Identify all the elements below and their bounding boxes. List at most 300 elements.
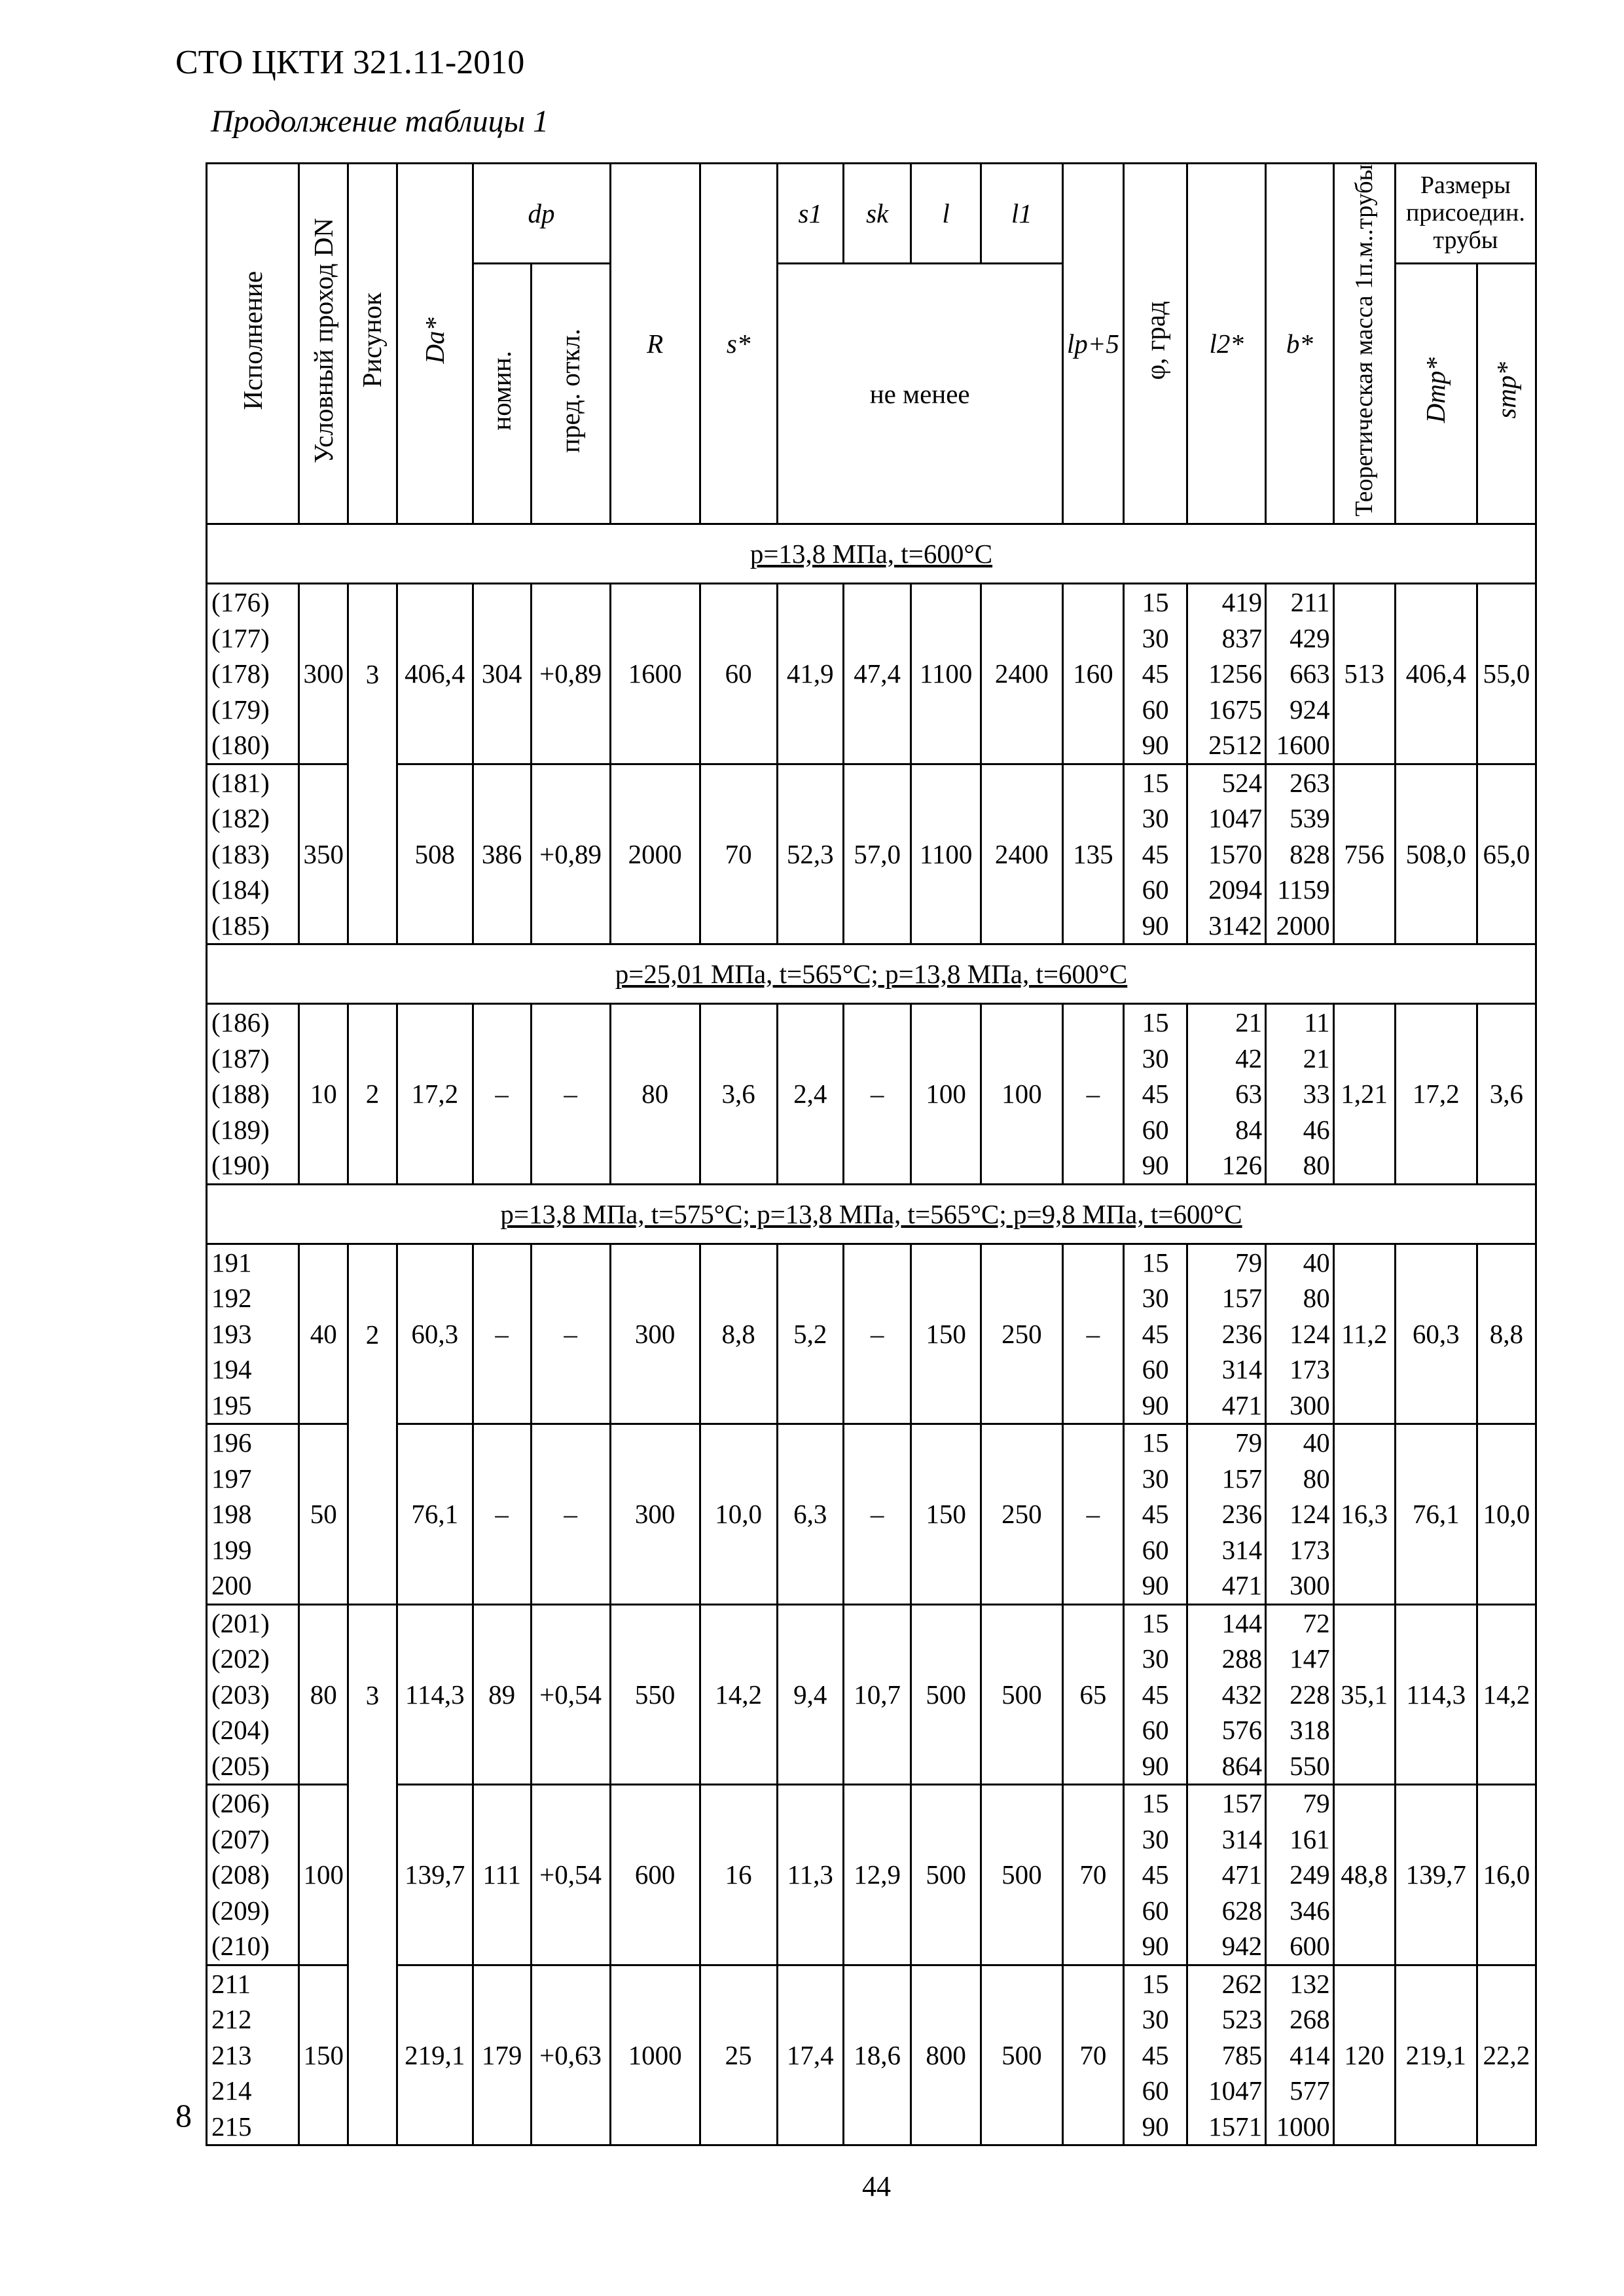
l2-cell-line: 471 [1221,1859,1263,1890]
str-cell: 22,2 [1477,1965,1536,2145]
dp-otkl-cell: +0,54 [531,1785,610,1965]
da-cell: 139,7 [397,1785,473,1965]
header-sk: sk [843,164,911,264]
s-cell: 3,6 [700,1004,777,1185]
l-cell: 150 [911,1424,981,1605]
dtr-cell: 17,2 [1395,1004,1477,1185]
l1-cell: 250 [981,1244,1062,1424]
s-cell: 10,0 [700,1424,777,1605]
l2-cell [1187,1244,1266,1424]
header-ispolnenie: Исполнение [207,164,299,524]
b-cell-line: 346 [1290,1895,1330,1926]
ispolnenie-cell-line: (185) [211,910,270,941]
phi-cell-line: 45 [1142,658,1169,689]
ispolnenie-cell-line: 198 [211,1499,252,1529]
section-title: p=25,01 МПа, t=565°C; p=13,8 МПа, t=600°C [207,944,1536,1004]
ispolnenie-cell [207,1244,299,1424]
b-cell-line: 33 [1303,1079,1330,1109]
l2-cell-line: 236 [1221,1318,1263,1349]
dp-otkl-cell: +0,89 [531,764,610,944]
b-cell-line: 300 [1290,1570,1330,1600]
l1-cell: 500 [981,1965,1062,2145]
s1-cell: 5,2 [777,1244,843,1424]
r-cell: 1000 [610,1965,700,2145]
l2-cell-line: 524 [1221,767,1263,798]
l2-cell-line: 1047 [1208,2075,1263,2106]
header-da: Da* [397,164,473,524]
r-cell: 80 [610,1004,700,1185]
ispolnenie-cell-line: 211 [211,1968,251,1999]
dp-nom-cell: – [473,1244,531,1424]
dtr-cell: 406,4 [1395,584,1477,764]
ispolnenie-cell [207,1604,299,1785]
dn-cell: 300 [299,584,348,764]
ispolnenie-cell [207,584,299,764]
phi-cell-line: 15 [1142,1788,1169,1818]
l2-cell-line: 576 [1221,1715,1263,1745]
lp-cell: 160 [1062,584,1123,764]
b-cell-line: 318 [1290,1715,1330,1745]
sk-cell: 12,9 [843,1785,911,1965]
section-title: p=13,8 МПа, t=600°C [207,524,1536,584]
s-cell: 60 [700,584,777,764]
ispolnenie-cell-line: (188) [211,1079,270,1109]
l1-cell: 100 [981,1004,1062,1185]
header-dp-nom: номин. [473,264,531,524]
b-cell-line: 161 [1290,1823,1330,1854]
mass-cell: 756 [1333,764,1395,944]
table-continuation-caption: Продолжение таблицы 1 [211,104,549,139]
s1-cell: 9,4 [777,1604,843,1785]
phi-cell-line: 45 [1142,1499,1169,1529]
header-mass: Теоретическая масса 1п.м..трубы [1333,164,1395,524]
l-cell: 500 [911,1604,981,1785]
dn-cell: 350 [299,764,348,944]
l2-cell-line: 2094 [1208,874,1263,905]
b-cell-line: 80 [1303,1150,1330,1180]
l1-cell: 2400 [981,584,1062,764]
phi-cell-line: 30 [1142,1823,1169,1854]
header-str: sтр* [1477,264,1536,524]
figure-cell [348,764,397,944]
dtr-cell: 60,3 [1395,1244,1477,1424]
ispolnenie-cell-line: 213 [211,2039,252,2070]
s-cell: 14,2 [700,1604,777,1785]
b-cell [1266,1424,1333,1605]
lp-cell: – [1062,1244,1123,1424]
s1-cell: 11,3 [777,1785,843,1965]
b-cell-line: 539 [1290,803,1330,833]
phi-cell-line: 45 [1142,838,1169,869]
phi-cell-line: 15 [1142,1968,1169,1999]
l2-cell [1187,584,1266,764]
l-cell: 500 [911,1785,981,1965]
l2-cell-line: 785 [1221,2039,1263,2070]
b-cell-line: 228 [1290,1679,1330,1710]
b-cell-line: 79 [1303,1788,1330,1818]
b-cell-line: 40 [1303,1427,1330,1458]
figure-cell: 3 [348,584,397,764]
s-cell: 16 [700,1785,777,1965]
l2-cell-line: 236 [1221,1499,1263,1529]
l1-cell: 500 [981,1785,1062,1965]
b-cell-line: 46 [1303,1114,1330,1145]
dp-otkl-cell: – [531,1244,610,1424]
l2-cell-line: 157 [1221,1788,1263,1818]
lp-cell: 135 [1062,764,1123,944]
phi-cell-line: 15 [1142,1247,1169,1278]
phi-cell-line: 60 [1142,1114,1169,1145]
ispolnenie-cell [207,1965,299,2145]
phi-cell-line: 45 [1142,1679,1169,1710]
header-dtr: Dтр* [1395,264,1477,524]
mass-cell: 35,1 [1333,1604,1395,1785]
b-cell-line: 132 [1290,1968,1330,1999]
b-cell-line: 828 [1290,838,1330,869]
ispolnenie-cell-line: (208) [211,1859,270,1890]
l2-cell-line: 864 [1221,1750,1263,1781]
b-cell-line: 147 [1290,1643,1330,1674]
dn-cell: 150 [299,1965,348,2145]
header-ne-menee: не менее [777,264,1062,524]
b-cell-line: 124 [1290,1499,1330,1529]
l-cell: 150 [911,1244,981,1424]
ispolnenie-cell-line: (210) [211,1931,270,1961]
dn-cell: 100 [299,1785,348,1965]
phi-cell [1124,1965,1187,2145]
l1-cell: 2400 [981,764,1062,944]
b-cell-line: 21 [1303,1043,1330,1073]
phi-cell-line: 30 [1142,1463,1169,1494]
header-risunok: Рисунок [348,164,397,524]
ispolnenie-cell-line: (176) [211,587,270,617]
l2-cell-line: 79 [1235,1247,1263,1278]
header-l2: l2* [1187,164,1266,524]
l2-cell-line: 419 [1221,587,1263,617]
phi-cell-line: 90 [1142,730,1169,760]
phi-cell [1124,764,1187,944]
b-cell-line: 249 [1290,1859,1330,1890]
dn-cell: 40 [299,1244,348,1424]
b-cell [1266,1785,1333,1965]
ispolnenie-cell-line: 194 [211,1354,252,1384]
page-number-bottom: 44 [862,2170,891,2202]
phi-cell-line: 30 [1142,803,1169,833]
b-cell-line: 211 [1290,587,1330,617]
table-row [207,1785,1536,1965]
ispolnenie-cell-line: (209) [211,1895,270,1926]
dtr-cell: 76,1 [1395,1424,1477,1605]
phi-cell-line: 15 [1142,1607,1169,1638]
b-cell-line: 924 [1290,694,1330,725]
phi-cell-line: 90 [1142,1931,1169,1961]
b-cell-line: 80 [1303,1463,1330,1494]
b-cell-line: 1159 [1277,874,1330,905]
phi-cell [1124,1785,1187,1965]
phi-cell-line: 45 [1142,1079,1169,1109]
dp-nom-cell: 89 [473,1604,531,1785]
s1-cell: 52,3 [777,764,843,944]
l2-cell-line: 1570 [1208,838,1263,869]
sk-cell: 18,6 [843,1965,911,2145]
phi-cell [1124,584,1187,764]
l2-cell-line: 471 [1221,1390,1263,1420]
l-cell: 800 [911,1965,981,2145]
dp-nom-cell: 179 [473,1965,531,2145]
b-cell-line: 40 [1303,1247,1330,1278]
table-row [207,1424,1536,1605]
phi-cell-line: 60 [1142,1715,1169,1745]
header-dn: Условный проход DN [299,164,348,524]
l1-cell: 250 [981,1424,1062,1605]
l2-cell [1187,1965,1266,2145]
l2-cell [1187,1424,1266,1605]
header-r: R [610,164,700,524]
ispolnenie-cell-line: (206) [211,1788,270,1818]
str-cell: 10,0 [1477,1424,1536,1605]
sk-cell: – [843,1004,911,1185]
b-cell [1266,1004,1333,1185]
ispolnenie-cell-line: 200 [211,1570,252,1600]
l2-cell-line: 288 [1221,1643,1263,1674]
dtr-cell: 139,7 [1395,1785,1477,1965]
b-cell-line: 1600 [1276,730,1330,760]
phi-cell-line: 15 [1142,587,1169,617]
sk-cell: 57,0 [843,764,911,944]
l2-cell-line: 314 [1221,1823,1263,1854]
dp-otkl-cell: +0,54 [531,1604,610,1785]
lp-cell: 70 [1062,1785,1123,1965]
dp-nom-cell: 386 [473,764,531,944]
phi-cell [1124,1004,1187,1185]
phi-cell-line: 30 [1142,622,1169,653]
phi-cell-line: 30 [1142,1283,1169,1313]
b-cell-line: 429 [1290,622,1330,653]
phi-cell-line: 45 [1142,1318,1169,1349]
ispolnenie-cell-line: (184) [211,874,270,905]
da-cell: 114,3 [397,1604,473,1785]
ispolnenie-cell-line: (186) [211,1007,270,1037]
b-cell [1266,1244,1333,1424]
dtr-cell: 508,0 [1395,764,1477,944]
dp-nom-cell: – [473,1424,531,1605]
ispolnenie-cell-line: (204) [211,1715,270,1745]
ispolnenie-cell [207,1785,299,1965]
dp-otkl-cell: – [531,1004,610,1185]
dn-cell: 50 [299,1424,348,1605]
phi-cell-line: 30 [1142,1043,1169,1073]
l2-cell-line: 42 [1235,1043,1263,1073]
b-cell-line: 80 [1303,1283,1330,1313]
sk-cell: 10,7 [843,1604,911,1785]
dn-cell: 10 [299,1004,348,1185]
l2-cell [1187,764,1266,944]
fittings-table [206,162,1537,2146]
da-cell: 60,3 [397,1244,473,1424]
phi-cell-line: 60 [1142,874,1169,905]
phi-cell-line: 60 [1142,1895,1169,1926]
section-title: p=13,8 МПа, t=575°C; p=13,8 МПа, t=565°C; p=9,8 МПа, t=600°C [207,1184,1536,1244]
ispolnenie-cell-line: (203) [211,1679,270,1710]
l2-cell-line: 314 [1221,1534,1263,1565]
b-cell-line: 11 [1304,1007,1330,1037]
b-cell-line: 663 [1290,658,1330,689]
s1-cell: 41,9 [777,584,843,764]
ispolnenie-cell-line: 191 [211,1247,252,1278]
l2-cell-line: 144 [1221,1607,1263,1638]
phi-cell-line: 15 [1142,767,1169,798]
l2-cell-line: 262 [1221,1968,1263,1999]
sk-cell: – [843,1424,911,1605]
l2-cell-line: 314 [1221,1354,1263,1384]
ispolnenie-cell-line: 199 [211,1534,252,1565]
l2-cell [1187,1785,1266,1965]
header-l: l [911,164,981,264]
table-row [207,1004,1536,1185]
phi-cell-line: 15 [1142,1427,1169,1458]
str-cell: 3,6 [1477,1004,1536,1185]
phi-cell-line: 60 [1142,1534,1169,1565]
document-code: СТО ЦКТИ 321.11-2010 [175,44,525,81]
l2-cell [1187,1004,1266,1185]
ispolnenie-cell-line: 196 [211,1427,252,1458]
ispolnenie-cell-line: (178) [211,658,270,689]
b-cell-line: 600 [1290,1931,1330,1961]
ispolnenie-cell-line: 214 [211,2075,252,2106]
ispolnenie-cell-line: 195 [211,1390,252,1420]
phi-cell [1124,1424,1187,1605]
phi-cell-line: 90 [1142,2111,1169,2142]
mass-cell: 16,3 [1333,1424,1395,1605]
l2-cell-line: 157 [1221,1463,1263,1494]
header-pipe-dims: Размеры присоедин. трубы [1395,164,1536,264]
lp-cell: 65 [1062,1604,1123,1785]
phi-cell-line: 90 [1142,1150,1169,1180]
dp-otkl-cell: – [531,1424,610,1605]
table-body [207,524,1536,2145]
ispolnenie-cell-line: (207) [211,1823,270,1854]
lp-cell: – [1062,1004,1123,1185]
phi-cell-line: 30 [1142,2004,1169,2034]
da-cell: 508 [397,764,473,944]
phi-cell-line: 60 [1142,694,1169,725]
table-row [207,1965,1536,2145]
phi-cell-line: 30 [1142,1643,1169,1674]
lp-cell: – [1062,1424,1123,1605]
ispolnenie-cell-line: (177) [211,622,270,653]
phi-cell-line: 90 [1142,1750,1169,1781]
l-cell: 1100 [911,764,981,944]
phi-cell-line: 15 [1142,1007,1169,1037]
l2-cell-line: 523 [1221,2004,1263,2034]
b-cell-line: 550 [1290,1750,1330,1781]
str-cell: 14,2 [1477,1604,1536,1785]
dp-otkl-cell: +0,89 [531,584,610,764]
ispolnenie-cell-line: 193 [211,1318,252,1349]
phi-cell-line: 60 [1142,2075,1169,2106]
table-row [207,1244,1536,1424]
sk-cell: 47,4 [843,584,911,764]
ispolnenie-cell-line: (201) [211,1607,270,1638]
table-row [207,584,1536,764]
sk-cell: – [843,1244,911,1424]
phi-cell [1124,1604,1187,1785]
dn-cell: 80 [299,1604,348,1785]
r-cell: 300 [610,1424,700,1605]
l-cell: 1100 [911,584,981,764]
s-cell: 70 [700,764,777,944]
r-cell: 1600 [610,584,700,764]
l2-cell-line: 1047 [1208,803,1263,833]
page-number-left: 8 [175,2097,192,2134]
l2-cell-line: 471 [1221,1570,1263,1600]
l2-cell-line: 942 [1221,1931,1263,1961]
mass-cell: 513 [1333,584,1395,764]
b-cell-line: 577 [1290,2075,1330,2106]
ispolnenie-cell-line: (202) [211,1643,270,1674]
l2-cell-line: 432 [1221,1679,1263,1710]
b-cell [1266,1965,1333,2145]
l2-cell-line: 79 [1235,1427,1263,1458]
str-cell: 16,0 [1477,1785,1536,1965]
r-cell: 300 [610,1244,700,1424]
l2-cell-line: 3142 [1208,910,1263,941]
l-cell: 100 [911,1004,981,1185]
s-cell: 25 [700,1965,777,2145]
da-cell: 406,4 [397,584,473,764]
ispolnenie-cell [207,764,299,944]
s-cell: 8,8 [700,1244,777,1424]
figure-cell [348,1785,397,1965]
figure-cell: 3 [348,1604,397,1785]
l2-cell-line: 21 [1235,1007,1263,1037]
ispolnenie-cell-line: (179) [211,694,270,725]
ispolnenie-cell-line: 215 [211,2111,252,2142]
l2-cell-line: 126 [1221,1150,1263,1180]
ispolnenie-cell [207,1004,299,1185]
b-cell-line: 414 [1290,2039,1330,2070]
b-cell-line: 2000 [1276,910,1330,941]
b-cell-line: 268 [1290,2004,1330,2034]
ispolnenie-cell-line: (190) [211,1150,270,1180]
mass-cell: 48,8 [1333,1785,1395,1965]
l2-cell-line: 63 [1235,1079,1263,1109]
b-cell-line: 173 [1290,1534,1330,1565]
ispolnenie-cell-line: (183) [211,838,270,869]
s1-cell: 17,4 [777,1965,843,2145]
l2-cell-line: 157 [1221,1283,1263,1313]
dp-nom-cell: 304 [473,584,531,764]
lp-cell: 70 [1062,1965,1123,2145]
l2-cell-line: 1571 [1208,2111,1263,2142]
l2-cell-line: 2512 [1208,730,1263,760]
l2-cell-line: 1675 [1208,694,1263,725]
mass-cell: 1,21 [1333,1004,1395,1185]
phi-cell [1124,1244,1187,1424]
header-b: b* [1266,164,1333,524]
l2-cell-line: 1256 [1208,658,1263,689]
header-s1: s1 [777,164,843,264]
header-s: s* [700,164,777,524]
l2-cell [1187,1604,1266,1785]
header-dp-otkl: пред. откл. [531,264,610,524]
l2-cell-line: 84 [1235,1114,1263,1145]
ispolnenie-cell-line: (205) [211,1750,270,1781]
b-cell-line: 124 [1290,1318,1330,1349]
phi-cell-line: 90 [1142,1570,1169,1600]
ispolnenie-cell-line: (189) [211,1114,270,1145]
ispolnenie-cell-line: 192 [211,1283,252,1313]
